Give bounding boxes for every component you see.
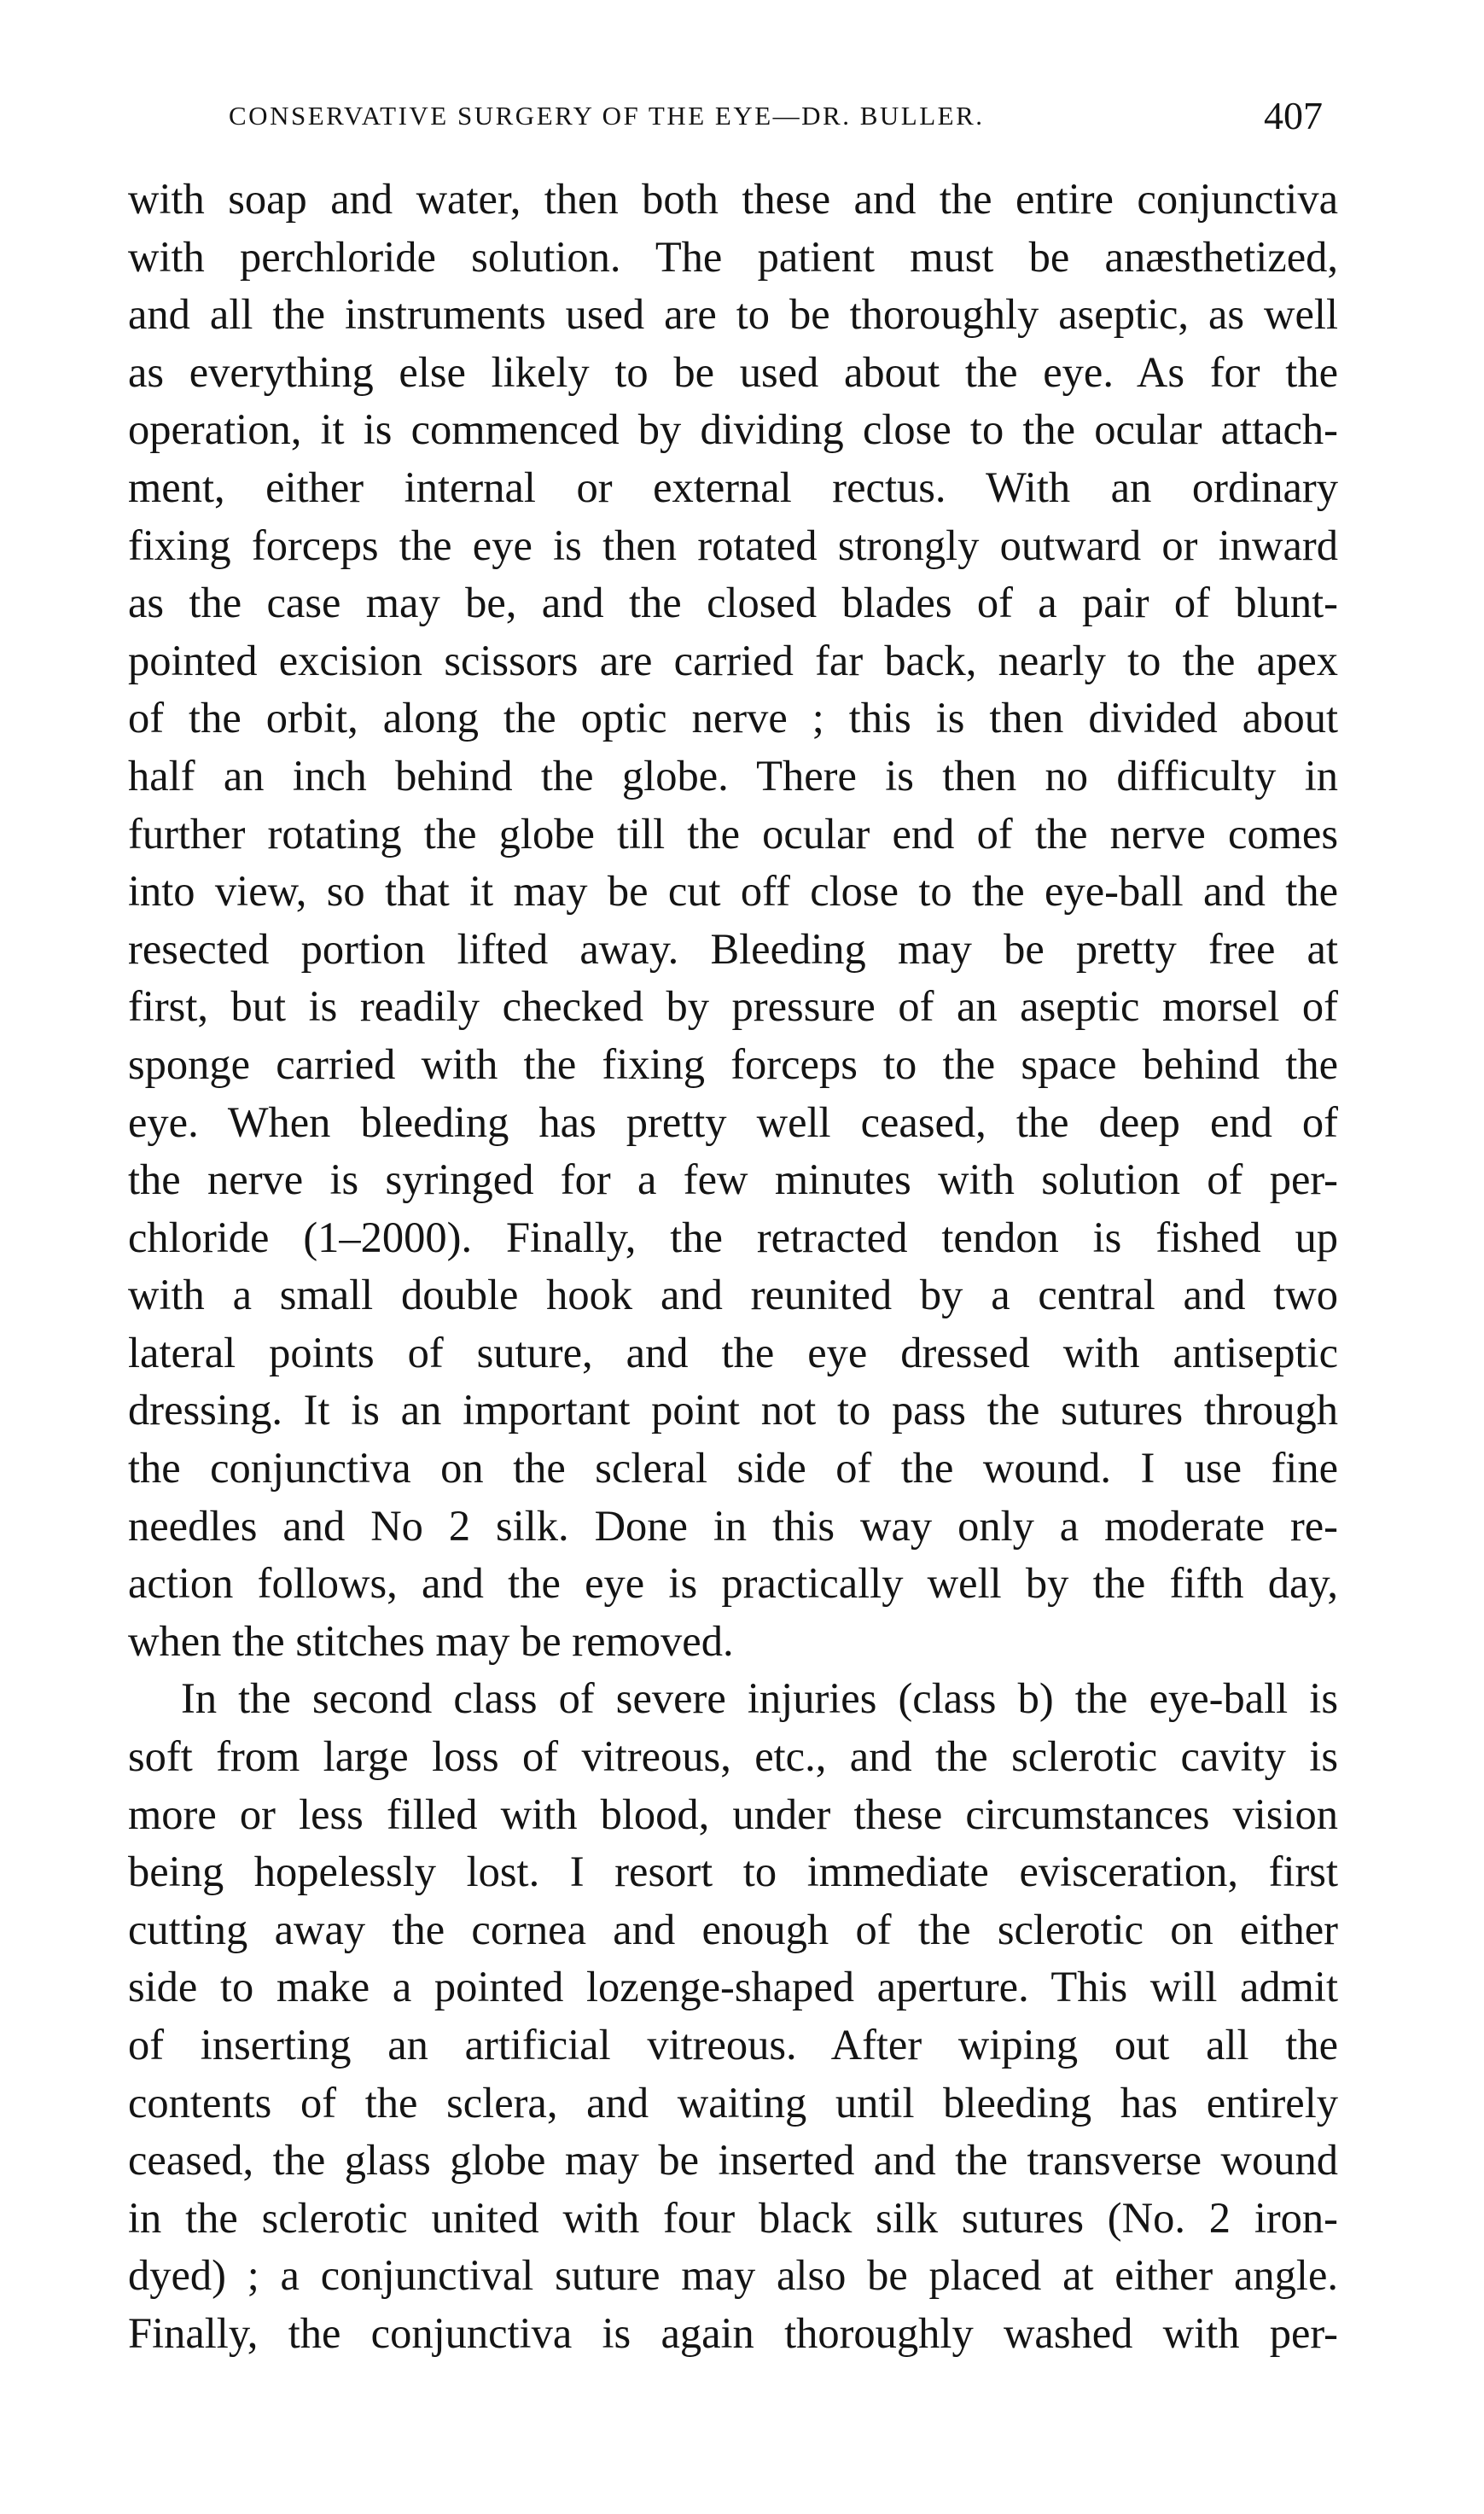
text-line: more or less filled with blood, under these circumstances vision bbox=[128, 1789, 1338, 1838]
text-line: of the orbit, along the optic nerve ; this is then divided about bbox=[128, 694, 1338, 742]
text-line: resected portion lifted away. Bleeding may be pretty free at bbox=[128, 924, 1338, 973]
text-line: first, but is readily checked by pressure of an aseptic morsel of bbox=[128, 982, 1338, 1031]
text-line: chloride (1–2000). Finally, the retracted tendon is fished up bbox=[128, 1213, 1338, 1261]
text-line: action follows, and the eye is practically well by the fifth day, bbox=[128, 1559, 1338, 1608]
text-line: with perchloride solution. The patient must be anæsthetized, bbox=[128, 232, 1338, 281]
text-line: into view, so that it may be cut off close to the eye-ball and the bbox=[128, 867, 1338, 916]
text-line: ceased, the glass globe may be inserted and the transverse wound bbox=[128, 2136, 1338, 2185]
paragraph-start-line: In the second class of severe injuries (class b) the eye-ball is bbox=[181, 1674, 1338, 1723]
text-line: fixing forceps the eye is then rotated strongly outward or inward bbox=[128, 521, 1338, 569]
text-line: and all the instruments used are to be thoroughly aseptic, as well bbox=[128, 290, 1338, 339]
text-line: soft from large loss of vitreous, etc., and the sclerotic cavity is bbox=[128, 1732, 1338, 1781]
text-line: with a small double hook and reunited by a central and two bbox=[128, 1271, 1338, 1319]
text-line: pointed excision scissors are carried far back, nearly to the apex bbox=[128, 636, 1338, 684]
text-line: eye. When bleeding has pretty well ceased, the deep end of bbox=[128, 1097, 1338, 1146]
text-line: lateral points of suture, and the eye dressed with antiseptic bbox=[128, 1328, 1338, 1376]
text-line: ment, either internal or external rectus. With an ordinary bbox=[128, 463, 1338, 511]
text-line: contents of the sclera, and waiting until bleeding has entirely bbox=[128, 2078, 1338, 2127]
text-line: of inserting an artificial vitreous. After wiping out all the bbox=[128, 2021, 1338, 2069]
text-line: the conjunctiva on the scleral side of the wound. I use fine bbox=[128, 1444, 1338, 1493]
paragraph-end-line: when the stitches may be removed. bbox=[128, 1616, 734, 1665]
text-line: dyed) ; a conjunctival suture may also be placed at either angle. bbox=[128, 2251, 1338, 2300]
text-line: as the case may be, and the closed blades of a pair of blunt- bbox=[128, 579, 1338, 627]
body-text bbox=[128, 171, 1338, 2363]
text-line: with soap and water, then both these and the entire conjunctiva bbox=[128, 175, 1338, 223]
text-line: needles and No 2 silk. Done in this way only a moderate re- bbox=[128, 1501, 1338, 1550]
text-line: further rotating the globe till the ocular end of the nerve comes bbox=[128, 809, 1338, 858]
text-line: being hopelessly lost. I resort to immediate evisceration, first bbox=[128, 1848, 1338, 1896]
text-line: half an inch behind the globe. There is then no difficulty in bbox=[128, 751, 1338, 800]
page-number: 407 bbox=[1264, 94, 1323, 137]
text-line: side to make a pointed lozenge-shaped aperture. This will admit bbox=[128, 1963, 1338, 2011]
text-line: in the sclerotic united with four black silk sutures (No. 2 iron- bbox=[128, 2193, 1338, 2242]
text-line: the nerve is syringed for a few minutes with solution of per- bbox=[128, 1155, 1338, 1204]
text-line: sponge carried with the fixing forceps to the space behind the bbox=[128, 1039, 1338, 1088]
text-line: as everything else likely to be used about the eye. As for the bbox=[128, 347, 1338, 396]
running-head-title: CONSERVATIVE SURGERY OF THE EYE—DR. BULLER. bbox=[229, 101, 985, 131]
text-line: dressing. It is an important point not to pass the sutures through bbox=[128, 1386, 1338, 1434]
text-line: operation, it is commenced by dividing close to the ocular attach- bbox=[128, 405, 1338, 454]
text-line: cutting away the cornea and enough of the sclerotic on either bbox=[128, 1905, 1338, 1953]
text-line: Finally, the conjunctiva is again thoroughly washed with per- bbox=[128, 2308, 1338, 2357]
running-head bbox=[229, 89, 1423, 143]
